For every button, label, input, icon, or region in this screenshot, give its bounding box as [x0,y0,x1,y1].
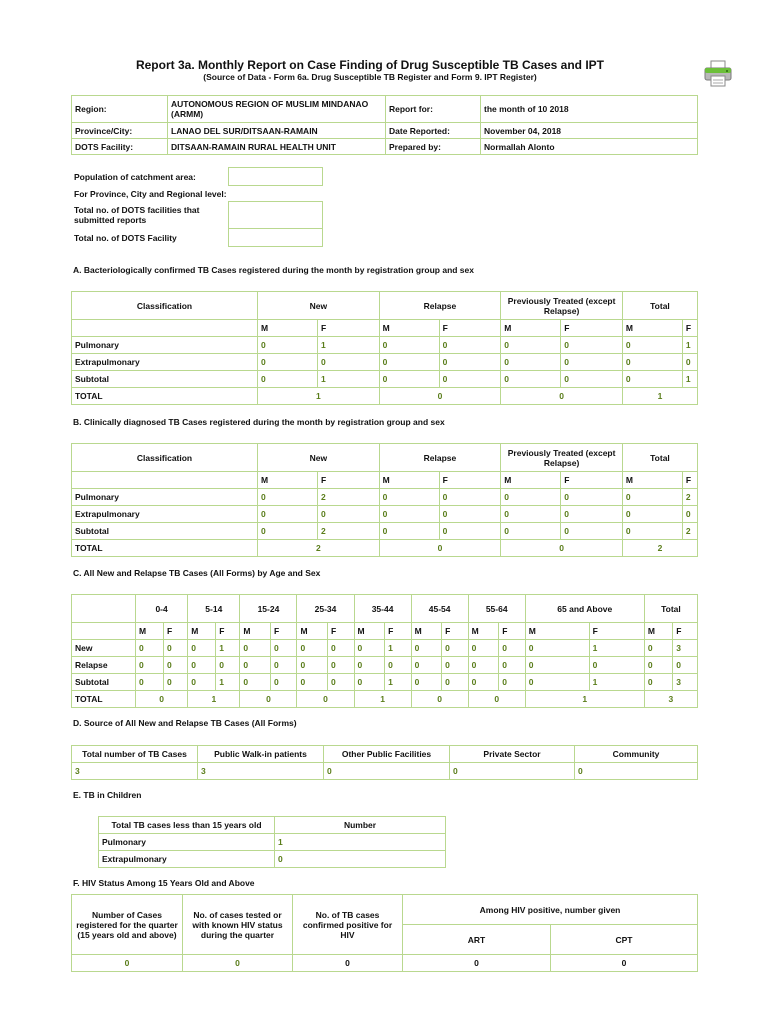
cell-value: 0 [439,371,501,388]
section-a-title: A. Bacteriologically confirmed TB Cases registered during the month by registration group and sex [73,265,474,275]
age-header-4: 35-44 [354,595,411,623]
cell-value: 0 [525,674,589,691]
cell-value: 0 [297,640,328,657]
cell-value: 0 [439,523,501,540]
section-e-table [98,816,446,868]
cell-value: 0 [442,640,468,657]
table-row [72,674,698,691]
report-for-value: the month of 10 2018 [481,96,698,123]
relapse-header: Relapse [379,292,501,320]
cell-value: 0 [622,371,682,388]
total-value: 3 [644,691,697,708]
cell-value: 0 [328,657,354,674]
table-row [72,523,698,540]
table-row: Extrapulmonary 0 [99,851,446,868]
cell-value: 0 [258,337,318,354]
cell-value: 0 [411,674,442,691]
total-cases-header: Total number of TB Cases [72,746,198,763]
tested-hiv-value: 0 [183,955,293,972]
row-label: Pulmonary [72,337,258,354]
cell-value: 0 [622,506,682,523]
cell-value: 0 [439,506,501,523]
cell-value: 2 [682,523,697,540]
cell-value: 0 [216,657,240,674]
cell-value: 1 [216,640,240,657]
cell-value: 0 [561,371,623,388]
cell-value: 0 [411,640,442,657]
cell-value: 1 [682,337,697,354]
report-for-label: Report for: [386,96,481,123]
cell-value: 0 [136,640,164,657]
total-value: 0 [297,691,354,708]
table-row [72,354,698,371]
section-e-title: E. TB in Children [73,790,142,800]
printer-icon[interactable] [702,58,734,90]
cell-value: 0 [501,337,561,354]
cases-registered-value: 0 [72,955,183,972]
prev-treated-header: Previously Treated (except Relapse) [501,292,623,320]
report-title: Report 3a. Monthly Report on Case Finding of Drug Susceptible TB Cases and IPT [135,58,605,72]
dots-submitted-label: Total no. of DOTS facilities that submitted reports [74,205,200,225]
private-sector-header: Private Sector [450,746,575,763]
art-value: 0 [403,955,551,972]
cell-value: 0 [561,506,623,523]
sex-header-row: M F M F M F M F [72,472,698,489]
dots-total-label: Total no. of DOTS Facility [74,232,177,243]
walk-in-header: Public Walk-in patients [198,746,324,763]
row-label: Relapse [72,657,136,674]
cell-value: 1 [216,674,240,691]
table-row [72,506,698,523]
sex-header: F [673,623,698,640]
cell-value: 0 [622,354,682,371]
sex-header: M [411,623,442,640]
sex-header: M [188,623,216,640]
total-value: 0 [136,691,188,708]
art-header: ART [403,925,551,955]
cell-value: 0 [561,354,623,371]
classification-header: Classification [72,444,258,472]
region-value: AUTONOMOUS REGION OF MUSLIM MINDANAO (ARMM) [168,96,386,123]
cell-value: 0 [499,657,525,674]
sex-header: M [136,623,164,640]
cell-value: 0 [354,640,385,657]
dots-facility-label: DOTS Facility: [72,139,168,155]
sex-header: F [499,623,525,640]
cell-value: 0 [297,657,328,674]
sex-header: M [468,623,499,640]
total-value: 1 [354,691,411,708]
cell-value: 0 [499,674,525,691]
confirmed-hiv-header: No. of TB cases confirmed positive for HIV [293,895,403,955]
confirmed-hiv-value: 0 [293,955,403,972]
row-label: New [72,640,136,657]
table-row: Pulmonary 1 [99,834,446,851]
cell-value: 0 [561,489,623,506]
cell-value: 0 [468,640,499,657]
table-row [72,657,698,674]
cell-value: 0 [468,657,499,674]
report-subtitle: (Source of Data - Form 6a. Drug Susceptible TB Register and Form 9. IPT Register) [203,72,537,82]
cell-value: 0 [589,657,644,674]
province-level-label: For Province, City and Regional level: [74,188,227,199]
total-header: Total [622,444,697,472]
age-header-2: 15-24 [240,595,297,623]
section-b-table [71,443,698,557]
other-public-value: 0 [324,763,450,780]
sex-header: F [385,623,411,640]
cell-value: 3 [673,674,698,691]
cell-value: 0 [240,640,271,657]
cell-value: 0 [644,640,672,657]
cell-value: 0 [318,354,380,371]
cell-value: 0 [379,506,439,523]
sex-header: F [216,623,240,640]
classification-header: Classification [72,292,258,320]
children-cases-header: Total TB cases less than 15 years old [99,817,275,834]
cpt-header: CPT [551,925,698,955]
cell-value: 0 [163,640,187,657]
cell-value: 0 [682,506,697,523]
hiv-positive-given-header: Among HIV positive, number given [403,895,698,925]
cell-value: 0 [468,674,499,691]
cell-value: 0 [136,657,164,674]
total-header: Total [622,292,697,320]
total-value: 0 [240,691,297,708]
cell-value: 0 [258,354,318,371]
cell-value: 0 [188,640,216,657]
walk-in-value: 3 [198,763,324,780]
cell-value: 0 [501,506,561,523]
cell-value: 2 [318,523,380,540]
section-c-title: C. All New and Relapse TB Cases (All Forms) by Age and Sex [73,568,321,578]
date-reported-value: November 04, 2018 [481,123,698,139]
age-header-1: 5-14 [188,595,240,623]
province-value: LANAO DEL SUR/DITSAAN-RAMAIN [168,123,386,139]
cell-value: 0 [411,657,442,674]
cell-value: 0 [561,523,623,540]
region-label: Region: [72,96,168,123]
sex-header: M [240,623,271,640]
cell-value: 0 [188,674,216,691]
cell-value: 0 [270,640,296,657]
cell-value: 1 [682,371,697,388]
community-header: Community [575,746,698,763]
relapse-header: Relapse [379,444,501,472]
total-cases-value: 3 [72,763,198,780]
sex-header-row [72,623,698,640]
cell-value: 0 [622,489,682,506]
cell-value: 0 [379,489,439,506]
cell-value: 0 [270,657,296,674]
cell-value: 2 [318,489,380,506]
private-sector-value: 0 [450,763,575,780]
total-value: 0 [411,691,468,708]
dots-submitted-value [228,202,323,229]
sex-header: F [442,623,468,640]
cell-value: 0 [136,674,164,691]
cell-value: 0 [499,640,525,657]
cell-value: 0 [270,674,296,691]
cell-value: 0 [525,640,589,657]
cell-value: 0 [501,523,561,540]
cell-value: 0 [354,657,385,674]
cell-value: 0 [501,489,561,506]
cell-value: 0 [439,354,501,371]
cell-value: 0 [328,674,354,691]
cell-value: 0 [258,523,318,540]
new-header: New [258,444,380,472]
cell-value: 0 [318,506,380,523]
cell-value: 0 [163,657,187,674]
cell-value: 0 [328,640,354,657]
cell-value: 0 [644,657,672,674]
catchment-table [71,167,323,247]
table-row [72,489,698,506]
age-header-0: 0-4 [136,595,188,623]
sex-header: F [328,623,354,640]
section-a-table [71,291,698,405]
new-header: New [258,292,380,320]
cell-value: 1 [318,371,380,388]
cell-value: 0 [379,371,439,388]
cell-value: 0 [379,337,439,354]
other-public-header: Other Public Facilities [324,746,450,763]
table-row [72,371,698,388]
total-value: 1 [525,691,644,708]
age-blank-header [72,595,136,623]
cell-value: 0 [258,371,318,388]
section-f-title: F. HIV Status Among 15 Years Old and Above [73,878,255,888]
total-value: 1 [188,691,240,708]
sex-header: M [354,623,385,640]
row-label: Extrapulmonary [72,354,258,371]
sex-header: F [163,623,187,640]
row-label: Subtotal [72,523,258,540]
cell-value: 0 [673,657,698,674]
cell-value: 0 [240,657,271,674]
section-c-table [71,594,698,708]
cpt-value: 0 [551,955,698,972]
cell-value: 0 [188,657,216,674]
population-label: Population of catchment area: [74,171,196,182]
cell-value: 0 [501,354,561,371]
prepared-by-value: Normallah Alonto [481,139,698,155]
cell-value: 0 [622,523,682,540]
sex-header-row: M F M F M F M F [72,320,698,337]
sex-header: F [589,623,644,640]
sex-header: M [644,623,672,640]
prev-treated-header: Previously Treated (except Relapse) [501,444,623,472]
row-label: Pulmonary [72,489,258,506]
sex-header: F [270,623,296,640]
row-label: Subtotal [72,674,136,691]
cell-value: 0 [442,657,468,674]
tested-hiv-header: No. of cases tested or with known HIV status during the quarter [183,895,293,955]
province-label: Province/City: [72,123,168,139]
cell-value: 0 [354,674,385,691]
section-d-title: D. Source of All New and Relapse TB Cases (All Forms) [73,718,297,728]
dots-total-value [228,229,323,247]
cell-value: 0 [439,489,501,506]
total-row: TOTAL 2 0 0 2 [72,540,698,557]
row-label: Subtotal [72,371,258,388]
cell-value: 0 [258,506,318,523]
cell-value: 1 [385,674,411,691]
age-header-8: Total [644,595,697,623]
date-reported-label: Date Reported: [386,123,481,139]
population-value [228,168,323,186]
cell-value: 0 [163,674,187,691]
total-row: TOTAL 0 1 0 0 1 0 0 1 3 [72,691,698,708]
cell-value: 0 [561,337,623,354]
dots-facility-value: DITSAAN-RAMAIN RURAL HEALTH UNIT [168,139,386,155]
cell-value: 1 [318,337,380,354]
cell-value: 0 [385,657,411,674]
cell-value: 0 [442,674,468,691]
cell-value: 2 [682,489,697,506]
cell-value: 0 [501,371,561,388]
age-header-3: 25-34 [297,595,354,623]
cell-value: 0 [622,337,682,354]
cell-value: 0 [240,674,271,691]
table-row [72,640,698,657]
age-header-5: 45-54 [411,595,468,623]
prepared-by-label: Prepared by: [386,139,481,155]
cell-value: 0 [379,523,439,540]
cell-value: 0 [644,674,672,691]
community-value: 0 [575,763,698,780]
total-value: 0 [468,691,525,708]
total-row: TOTAL 1 0 0 1 [72,388,698,405]
section-f-table [71,894,698,972]
number-header: Number [275,817,446,834]
cell-value: 0 [297,674,328,691]
section-b-title: B. Clinically diagnosed TB Cases registered during the month by registration group and sex [73,417,445,427]
age-header-7: 65 and Above [525,595,644,623]
sex-header: M [525,623,589,640]
cell-value: 0 [379,354,439,371]
cell-value: 0 [439,337,501,354]
section-d-table [71,745,698,780]
age-header-6: 55-64 [468,595,525,623]
cell-value: 1 [589,640,644,657]
row-label: Extrapulmonary [72,506,258,523]
cell-value: 1 [589,674,644,691]
cell-value: 0 [258,489,318,506]
sex-header: M [297,623,328,640]
table-row [72,337,698,354]
header-table [71,95,698,155]
cell-value: 3 [673,640,698,657]
cases-registered-header: Number of Cases registered for the quarter (15 years old and above) [72,895,183,955]
cell-value: 0 [682,354,697,371]
cell-value: 1 [385,640,411,657]
cell-value: 0 [525,657,589,674]
